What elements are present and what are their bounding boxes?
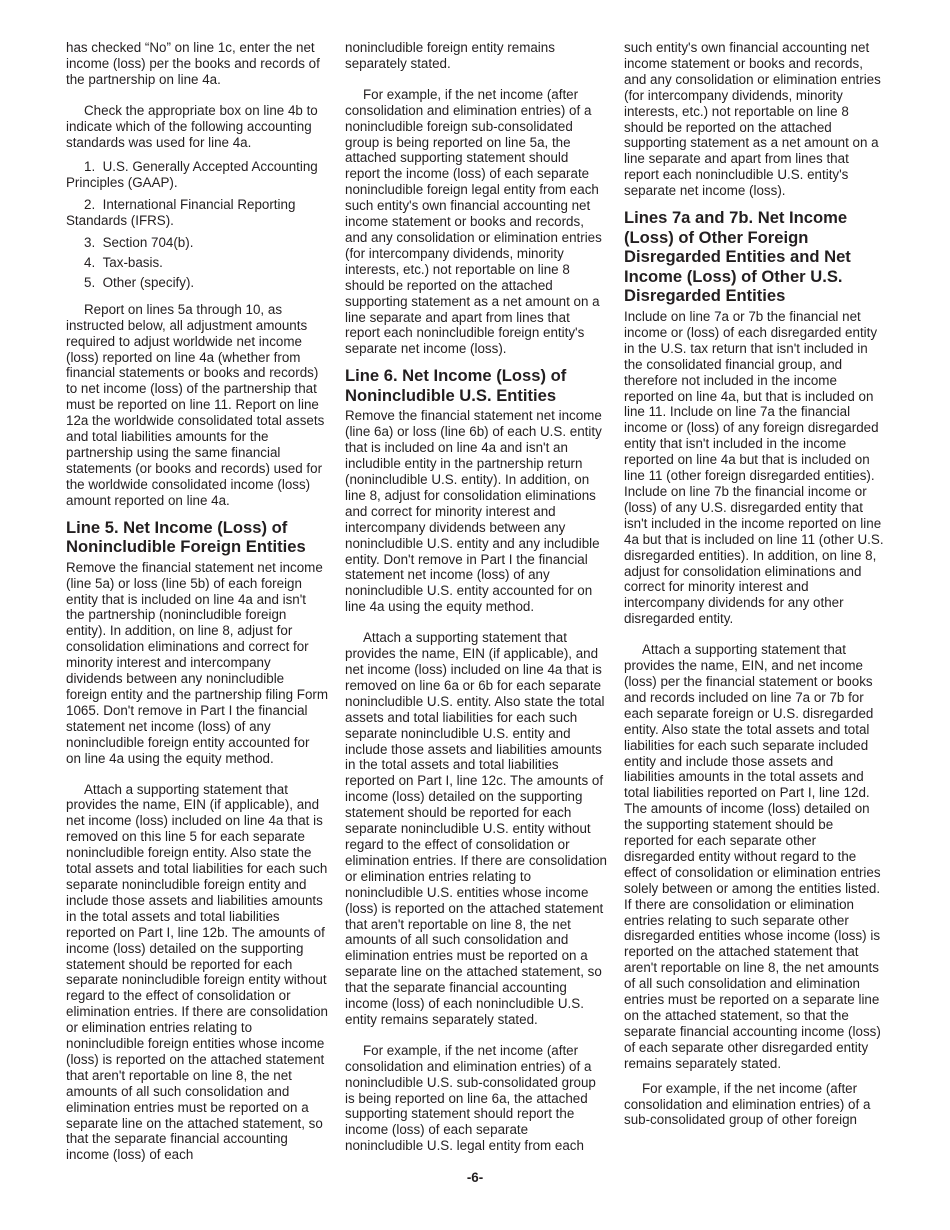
paragraph: Attach a supporting statement that provides the name, EIN (if applicable), and net income (loss) included on line 4a that is removed on line 6a or 6b for each separate nonincludible U.S. entity. Also state the total assets and total liabilities for each such separate nonincludible U.S. entity and include those assets and liabilities amounts in the total assets and total liabilities reported on Part I, line 12c. The amounts of income (loss) detailed on the supporting statement should be reported for each separate nonincludible U.S. entity without regard to the effect of consolidation or elimination entries. If there are consolidation or elimination entries relating to nonincludible U.S. entities whose income (loss) is reported on the attached statement that aren't reportable on line 8, the net amounts of all such consolidation and elimination entries must be reported on a separate line on the attached statement, so that the separate financial accounting income (loss) of each nonincludible U.S. entity remains separately stated. — [345, 630, 608, 1027]
page-number: -6- — [466, 1170, 484, 1185]
paragraph: For example, if the net income (after consolidation and elimination entries) of a sub-consolidated group of other foreign — [624, 1080, 871, 1128]
paragraph: such entity's own financial accounting net income statement or books and records, and any consolidation or elimination entries (for intercompany dividends, minority interests, etc.) not reportable on line 8 should be reported on the attached supporting statement as a net amount on a line separate and apart from lines that report each nonincludible U.S. entity's separate net income (loss). — [624, 40, 881, 199]
paragraph: Include on line 7a or 7b the financial net income or (loss) of each disregarded entity in the U.S. tax return that isn't included in the consolidated financial group, and therefore not included in the income reported on line 4a, but that is included on line 11. Include on line 7a the financial income or (loss) of any foreign disregarded entity that isn't included in the income reported on line 4a but that is included on line 11 (other foreign disregarded entities). Include on line 7b the financial income or (loss) of any U.S. disregarded entity that isn't included in the income reported on line 4a but that is included on line 11 (other U.S. disregarded entities). In addition, on line 8, adjust for consolidation eliminations and correct for minority interest and intercompany dividends for any other disregarded entity. — [624, 309, 884, 627]
paragraph: Check the appropriate box on line 4b to indicate which of the following accounting standards was used for line 4a. — [66, 102, 318, 150]
paragraph: Attach a supporting statement that provides the name, EIN (if applicable), and net income (loss) included on line 4a that is removed on this line 5 for each separate nonincludible foreign entity. Also state the total assets and total liabilities for each such separate nonincludible foreign entity and include those assets and liabilities amounts in the total assets and total liabilities reported on Part I, line 12b. The amounts of income (loss) detailed on the supporting statement should be reported for each separate nonincludible foreign entity without regard to the effect of consolidation or elimination entries. If there are consolidation or elimination entries relating to nonincludible foreign entities whose income (loss) is reported on the attached statement that aren't reportable on line 8, the net amounts of all such consolidation and elimination entries must be reported on a separate line on the attached statement, so that the separate financial accounting income (loss) of each — [66, 781, 329, 1163]
paragraph: nonincludible foreign entity remains separately stated. — [345, 40, 555, 71]
list-item: 5. Other (specify). — [84, 274, 195, 290]
paragraph: has checked “No” on line 1c, enter the net income (loss) per the books and records of the partnership on line 4a. — [66, 40, 320, 87]
section-heading: Lines 7a and 7b. Net Income (Loss) of Other Foreign Disregarded Entities and Net Income (Loss) of Other U.S. Disregarded Entities — [624, 208, 851, 306]
list-item: 2. International Financial Reporting Standards (IFRS). — [66, 197, 296, 229]
column-1 — [66, 40, 328, 1178]
list-item: 4. Tax-basis. — [84, 254, 163, 270]
paragraph: For example, if the net income (after consolidation and elimination entries) of a nonincludible U.S. sub-consolidated group is being reported on line 6a, the attached supporting statement should report the income (loss) of each separate nonincludible U.S. legal entity from each — [345, 1042, 596, 1154]
paragraph: For example, if the net income (after consolidation and elimination entries) of a nonincludible foreign sub-consolidated group is being reported on line 5a, the attached supporting statement should report the income (loss) of each separate nonincludible foreign legal entity from each such entity's own financial accounting net income statement or books and records, and any consolidation or elimination entries (for intercompany dividends, minority interests, etc.) not reportable on line 8 should be reported on the attached supporting statement as a net amount on a line separate and apart from lines that report each nonincludible foreign entity's separate net income (loss). — [345, 86, 602, 357]
list-item: 3. Section 704(b). — [84, 235, 194, 251]
section-heading: Line 5. Net Income (Loss) of Nonincludible Foreign Entities — [66, 517, 306, 557]
list-item: 1. U.S. Generally Accepted Accounting Principles (GAAP). — [66, 159, 318, 191]
paragraph: Remove the financial statement net income (line 5a) or loss (line 5b) of each foreign entity that is included on line 4a and isn't the partnership (nonincludible foreign entity). In addition, on line 8, adjust for consolidation eliminations and correct for minority interest and intercompany dividends between any nonincludible foreign entity and the partnership filing Form 1065. Don't remove in Part I the financial statement net income (loss) of any nonincludible foreign entity accounted for on line 4a using the equity method. — [66, 559, 329, 766]
column-3 — [624, 40, 886, 1143]
section-heading: Line 6. Net Income (Loss) of Nonincludible U.S. Entities — [345, 366, 567, 405]
paragraph: Report on lines 5a through 10, as instructed below, all adjustment amounts required to adjust worldwide net income (loss) reported on line 4a (whether from financial statements or books and records) to net income (loss) of the partnership that must be reported on line 11. Report on line 12a the worldwide consolidated total assets and total liabilities amounts for the partnership using the same financial statements (or books and records) used for the worldwide consolidated income (loss) amount reported on line 4a. — [66, 301, 325, 508]
paragraph: Remove the financial statement net income (line 6a) or loss (line 6b) of each U.S. entity that is included on line 4a and isn't an includible entity in the partnership return (nonincludible U.S. entity). In addition, on line 8, adjust for consolidation eliminations and correct for minority interest and intercompany dividends between any nonincludible U.S. entity and any includible entity. Don't remove in Part I the financial statement net income (loss) of any nonincludible U.S. entity accounted for on line 4a using the equity method. — [345, 408, 602, 615]
column-2 — [345, 40, 607, 1169]
paragraph: Attach a supporting statement that provides the name, EIN, and net income (loss) per the financial statement or books and records included on line 7a or 7b for each separate foreign or U.S. disregarded entity. Also state the total assets and total liabilities for each such separate included entity and include those assets and liabilities amounts in the total assets and total liabilities reported on Part I, line 12d. The amounts of income (loss) detailed on the supporting statement should be reported for each separate other disregarded entity without regard to the effect of consolidation or elimination entries solely between or among the entities listed. If there are consolidation or elimination entries relating to such separate other disregarded entities whose income (loss) is reported on the attached statement that aren't reportable on line 8, the net amounts of all such consolidation and elimination entries must be reported on a separate line on the attached statement, so that the separate financial accounting income (loss) of each separate other disregarded entity remains separately stated. — [624, 642, 881, 1071]
